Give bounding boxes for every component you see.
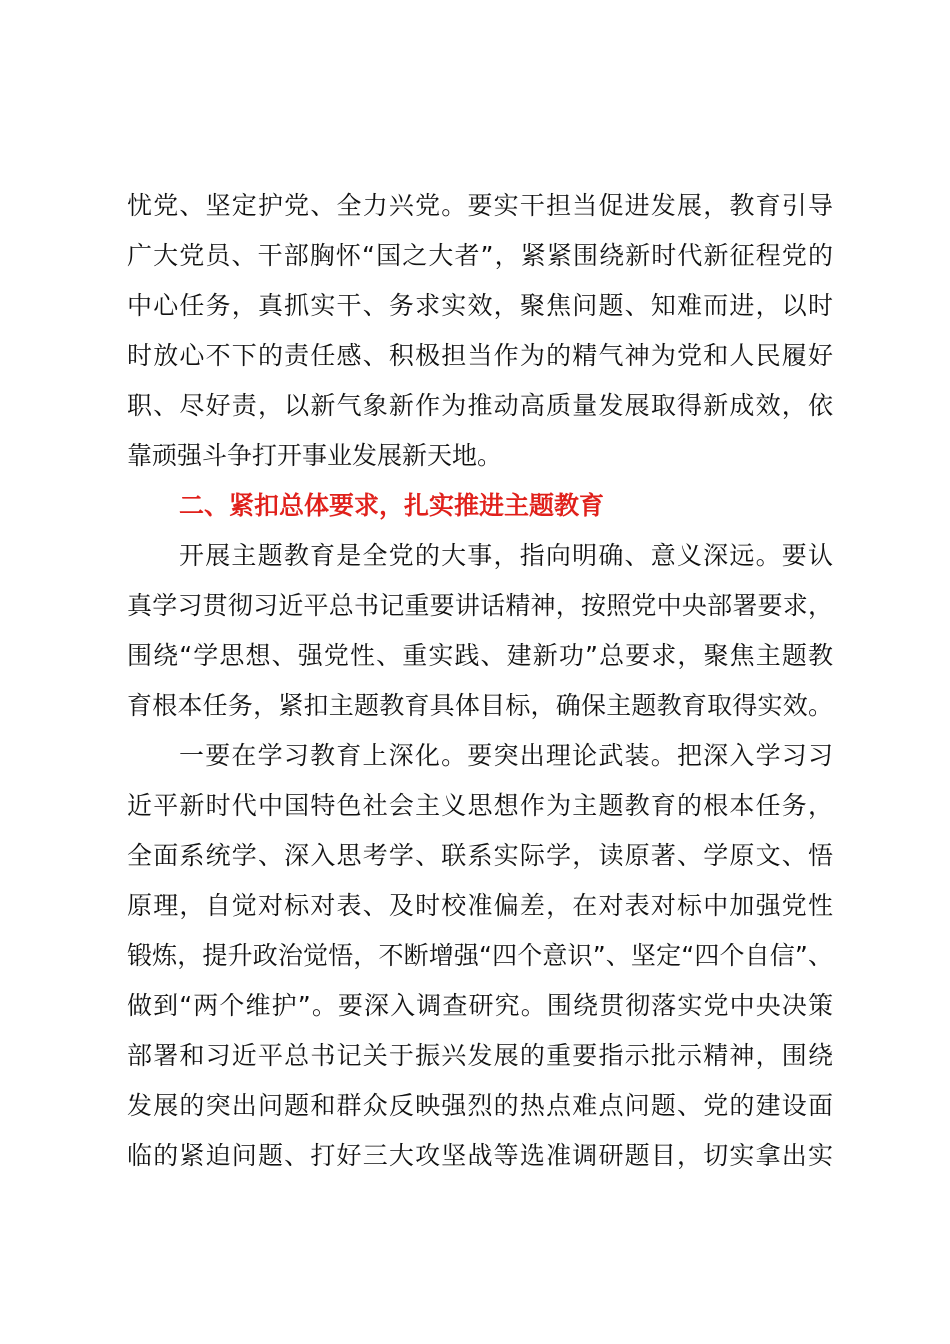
body-line: 原理，自觉对标对表、及时校准偏差，在对表对标中加强党性	[127, 891, 833, 920]
body-line: 职、尽好责，以新气象新作为推动高质量发展取得新成效，依	[127, 391, 833, 420]
body-line: 临的紧迫问题、打好三大攻坚战等选准调研题目，切实拿出实	[127, 1141, 833, 1170]
body-line: 部署和习近平总书记关于振兴发展的重要指示批示精神，围绕	[127, 1041, 833, 1070]
paragraph-end-line: 育根本任务，紧扣主题教育具体目标，确保主题教育取得实效。	[127, 691, 833, 720]
section-heading: 二、紧扣总体要求，扎实推进主题教育	[179, 491, 605, 520]
body-line: 广大党员、干部胸怀“国之大者”，紧紧围绕新时代新征程党的	[127, 241, 833, 270]
body-line: 做到“两个维护”。要深入调查研究。围绕贯彻落实党中央决策	[127, 991, 833, 1020]
document-body	[127, 181, 833, 1181]
paragraph-first-line: 一要在学习教育上深化。要突出理论武装。把深入学习习	[179, 741, 833, 770]
body-line: 全面系统学、深入思考学、联系实际学，读原著、学原文、悟	[127, 841, 833, 870]
body-line: 中心任务，真抓实干、务求实效，聚焦问题、知难而进，以时	[127, 291, 833, 320]
body-line: 真学习贯彻习近平总书记重要讲话精神，按照党中央部署要求，	[127, 591, 833, 620]
body-line: 发展的突出问题和群众反映强烈的热点难点问题、党的建设面	[127, 1091, 833, 1120]
paragraph-end-line: 靠顽强斗争打开事业发展新天地。	[127, 441, 503, 470]
body-line: 锻炼，提升政治觉悟，不断增强“四个意识”、坚定“四个自信”、	[127, 941, 833, 970]
body-line: 近平新时代中国特色社会主义思想作为主题教育的根本任务，	[127, 791, 833, 820]
body-line: 忧党、坚定护党、全力兴党。要实干担当促进发展，教育引导	[127, 191, 833, 220]
body-line: 时放心不下的责任感、积极担当作为的精气神为党和人民履好	[127, 341, 833, 370]
body-line: 围绕“学思想、强党性、重实践、建新功”总要求，聚焦主题教	[127, 641, 833, 670]
paragraph-first-line: 开展主题教育是全党的大事，指向明确、意义深远。要认	[179, 541, 833, 570]
